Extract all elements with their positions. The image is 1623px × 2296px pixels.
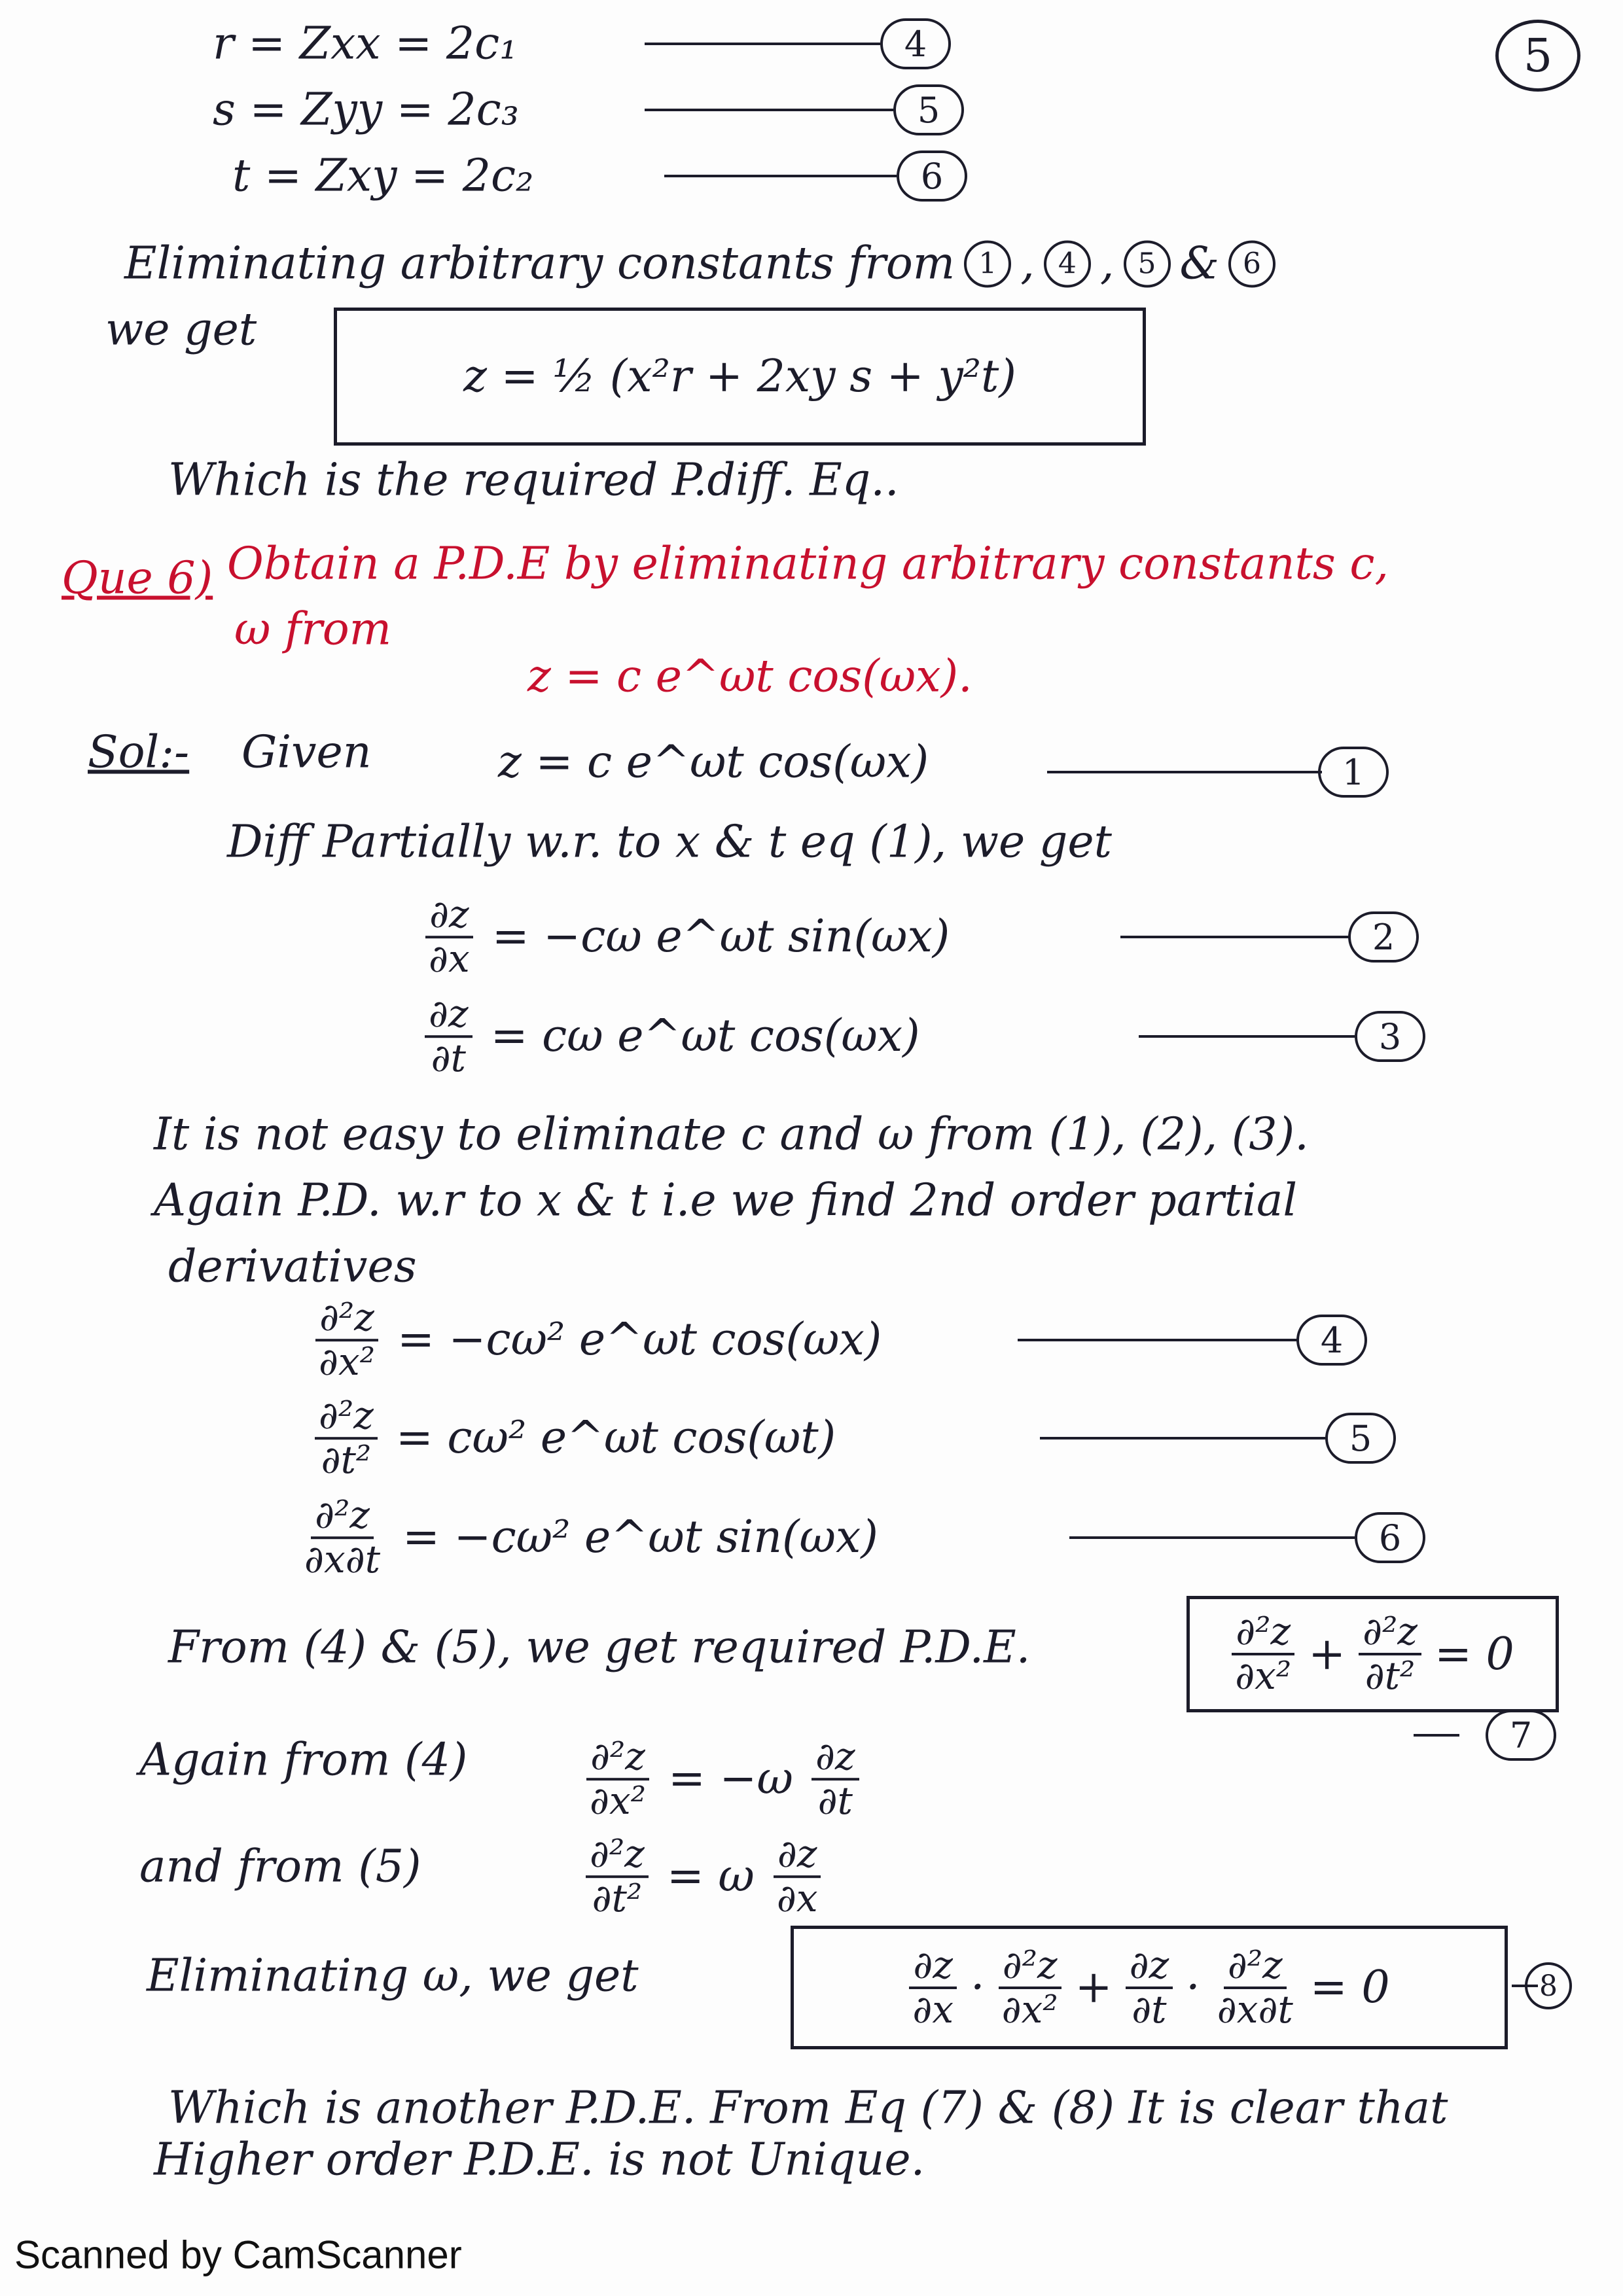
equation-t — [232, 150, 533, 202]
fraction — [1213, 1942, 1297, 2032]
denominator: ∂x∂t — [304, 1537, 380, 1581]
derivatives-text: derivatives — [168, 1241, 417, 1293]
denominator: ∂x² — [1001, 1987, 1058, 2032]
rhs: = −cω² e^ωt cos(ωx) — [397, 1314, 882, 1366]
equation-text: r = Zxx = 2c₁ — [213, 18, 518, 70]
divider-line — [645, 109, 893, 111]
mid: = ω — [666, 1850, 755, 1903]
eliminating-line — [124, 238, 1275, 290]
ref-circle: 4 — [1044, 240, 1091, 287]
denominator: ∂x² — [590, 1778, 646, 1823]
equation-tag: 4 — [1296, 1315, 1367, 1366]
diff-line: Diff Partially w.r. to x & t eq (1), we get — [227, 816, 1112, 868]
fraction — [1126, 1942, 1173, 2032]
question-line1: Obtain a P.D.E by eliminating arbitrary constants c, — [227, 538, 1389, 590]
boxed-pde-8 — [791, 1926, 1508, 2049]
divider-line — [664, 175, 897, 177]
given-label: Given — [241, 726, 372, 779]
ref-circle: 6 — [1228, 240, 1275, 287]
plus: + — [1308, 1628, 1346, 1680]
page-number: 5 — [1495, 20, 1580, 92]
denominator: ∂x² — [319, 1339, 375, 1384]
equation-tag: 2 — [1348, 911, 1419, 963]
divider-line — [1047, 771, 1322, 773]
equation-s — [213, 84, 519, 136]
numerator: ∂²z — [999, 1945, 1061, 1989]
denominator: ∂t² — [321, 1438, 372, 1482]
equation-6 — [300, 1494, 878, 1581]
camscanner-footer: Scanned by CamScanner — [14, 2233, 462, 2277]
mid: = −ω — [668, 1753, 793, 1805]
equation-tag: 1 — [1318, 747, 1389, 798]
numerator: ∂z — [1126, 1945, 1173, 1989]
denominator: ∂x — [429, 936, 470, 981]
denominator: ∂t — [431, 1036, 466, 1080]
divider-line — [1414, 1734, 1459, 1737]
fraction — [315, 1395, 378, 1481]
boxed-pde-7 — [1186, 1596, 1559, 1712]
sep: , — [1020, 238, 1035, 290]
equation-5 — [315, 1395, 836, 1481]
denominator: ∂t — [817, 1778, 853, 1823]
divider-line — [1069, 1536, 1355, 1539]
divider-line — [1139, 1035, 1355, 1038]
denominator: ∂t — [1132, 1987, 1167, 2032]
divider-line — [1040, 1437, 1325, 1439]
denominator: ∂x∂t — [1217, 1987, 1293, 2032]
fraction — [998, 1942, 1062, 2032]
dot: · — [1186, 1962, 1200, 2013]
rhs: = cω e^ωt cos(ωx) — [490, 1010, 920, 1063]
rhs: = −cω e^ωt sin(ωx) — [491, 911, 950, 963]
rhs: = −cω² e^ωt sin(ωx) — [402, 1511, 878, 1564]
fraction — [300, 1494, 384, 1581]
numerator: ∂²z — [586, 1736, 649, 1780]
equation-text: t = Zxy = 2c₂ — [232, 150, 534, 202]
fraction — [908, 1942, 957, 2032]
divider-line — [1120, 936, 1349, 938]
numerator: ∂²z — [311, 1494, 374, 1539]
ref-circle: 5 — [1124, 240, 1171, 287]
fraction — [1359, 1611, 1421, 1697]
numerator: ∂z — [774, 1833, 821, 1878]
amp: & — [1179, 238, 1220, 290]
solution-label: Sol:- — [88, 726, 190, 779]
numerator: ∂²z — [1359, 1611, 1421, 1655]
we-get: we get — [105, 304, 257, 356]
divider-line — [1018, 1339, 1299, 1341]
fraction — [425, 894, 474, 980]
rhs: = 0 — [1434, 1628, 1514, 1680]
divider-line — [645, 43, 880, 45]
equation-tag: 7 — [1486, 1710, 1556, 1761]
ref-circle: 1 — [964, 240, 1011, 287]
boxed-result — [334, 308, 1146, 446]
equation-tag: 6 — [1355, 1512, 1425, 1563]
result-formula: z = ½ (x²r + 2xy s + y²t) — [463, 351, 1016, 402]
fraction — [586, 1833, 649, 1920]
required-text: Which is the required P.diff. Eq.. — [168, 454, 899, 506]
and-from-5-label: and from (5) — [139, 1841, 421, 1893]
question-line2: ω from — [234, 603, 392, 656]
fraction — [586, 1736, 650, 1822]
rhs: = 0 — [1310, 1962, 1390, 2013]
again-from-4-label: Again from (4) — [139, 1734, 468, 1786]
equation-2 — [425, 894, 950, 980]
denominator: ∂x — [912, 1987, 954, 2032]
denominator: ∂t² — [592, 1876, 643, 1920]
question-label: Que 6) — [62, 552, 213, 605]
denominator: ∂x — [776, 1876, 818, 1920]
equation-3 — [425, 993, 920, 1080]
fraction — [773, 1833, 822, 1920]
equation-tag: 3 — [1355, 1011, 1425, 1062]
equation-r — [213, 18, 517, 70]
equation-text: s = Zyy = 2c₃ — [213, 84, 519, 136]
rhs: = cω² e^ωt cos(ωt) — [395, 1412, 836, 1464]
fraction — [812, 1736, 859, 1822]
fraction — [315, 1297, 379, 1383]
again-text: Again P.D. w.r to x & t i.e we find 2nd order partial — [154, 1174, 1298, 1227]
conclusion-line1: Which is another P.D.E. From Eq (7) & (8) It is clear that — [168, 2082, 1448, 2134]
eliminating-w-text: Eliminating ω, we get — [147, 1950, 639, 2002]
numerator: ∂²z — [1224, 1945, 1287, 1989]
equation-tag: 4 — [880, 18, 951, 69]
conclusion-line2: Higher order P.D.E. is not Unique. — [154, 2134, 925, 2186]
numerator: ∂²z — [315, 1297, 378, 1341]
numerator: ∂z — [909, 1945, 957, 1989]
denominator: ∂x² — [1235, 1653, 1292, 1698]
fraction — [425, 993, 473, 1080]
denominator: ∂t² — [1364, 1653, 1416, 1698]
equation-tag: 5 — [893, 84, 964, 135]
equation-4 — [315, 1297, 882, 1383]
equation-tag: 5 — [1325, 1413, 1396, 1464]
numerator: ∂²z — [1232, 1611, 1294, 1655]
not-easy-text: It is not easy to eliminate c and ω from (1), (2), (3). — [154, 1108, 1309, 1161]
dot: · — [971, 1962, 985, 2013]
from-4-5-text: From (4) & (5), we get required P.D.E. — [168, 1621, 1031, 1674]
sep: , — [1099, 238, 1115, 290]
question-formula: z = c e^ωt cos(ωx). — [527, 650, 972, 703]
numerator: ∂z — [812, 1736, 859, 1780]
numerator: ∂²z — [315, 1395, 378, 1439]
fraction — [1231, 1611, 1295, 1697]
numerator: ∂²z — [586, 1833, 649, 1878]
numerator: ∂z — [425, 894, 473, 938]
given-formula: z = c e^ωt cos(ωx) — [498, 736, 929, 788]
equation-again-4 — [586, 1736, 859, 1822]
equation-tag: 8 — [1525, 1962, 1572, 2009]
plus: + — [1075, 1962, 1113, 2013]
text: Eliminating arbitrary constants from — [124, 238, 955, 290]
numerator: ∂z — [425, 993, 473, 1038]
equation-tag: 6 — [897, 150, 967, 202]
equation-and-5 — [586, 1833, 822, 1920]
